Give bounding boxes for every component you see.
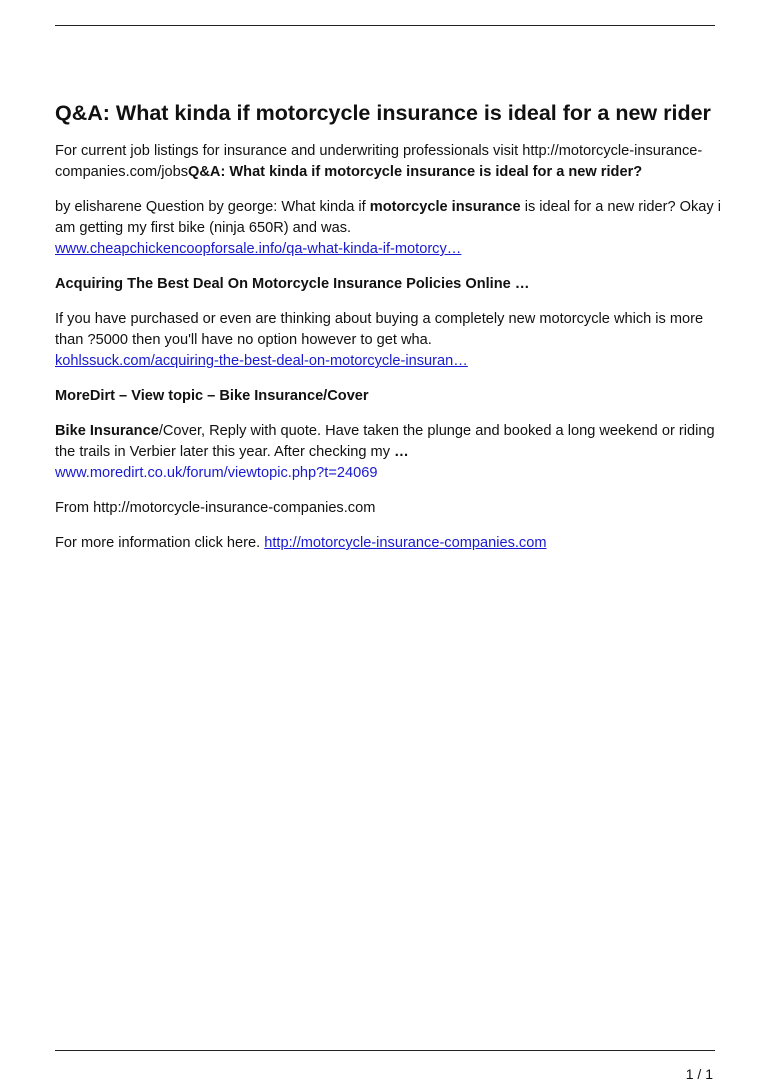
entry-2 xyxy=(55,309,725,372)
entry-3-link[interactable]: www.moredirt.co.uk/forum/viewtopic.php?t=24069 xyxy=(55,465,378,481)
entry-1-link[interactable]: www.cheapchickencoopforsale.info/qa-what-kinda-if-motorcy… xyxy=(55,241,462,257)
entry-3-text: /Cover, Reply with quote. Have taken the plunge and booked a long weekend or riding the trails in Verbier later this year. After checking my xyxy=(55,423,715,460)
entry-3-ellipsis: … xyxy=(394,444,409,460)
intro-paragraph xyxy=(55,141,725,183)
entry-2-heading-text: Acquiring The Best Deal On Motorcycle Insurance Policies Online … xyxy=(55,276,530,292)
footer-rule xyxy=(55,1050,715,1051)
document-body xyxy=(55,98,725,568)
entry-1-bold: motorcycle insurance xyxy=(369,199,521,215)
intro-bold: Q&A: What kinda if motorcycle insurance is ideal for a new rider? xyxy=(188,164,643,180)
entry-3-bold: Bike Insurance xyxy=(55,423,159,439)
entry-1-text-end: is ideal for a new rider? Okay i am getting my first bike (ninja 650R) and was. xyxy=(55,199,721,236)
entry-3 xyxy=(55,421,725,484)
entry-1-text: by elisharene Question by george: What kinda if xyxy=(55,199,370,215)
entry-2-link[interactable]: kohlssuck.com/acquiring-the-best-deal-on-motorcycle-insuran… xyxy=(55,353,468,369)
header-rule xyxy=(55,25,715,26)
entry-1 xyxy=(55,197,725,260)
from-line: From http://motorcycle-insurance-companies.com xyxy=(55,500,376,516)
entry-3-heading xyxy=(55,386,725,407)
document-title: Q&A: What kinda if motorcycle insurance is ideal for a new rider xyxy=(55,101,711,125)
intro-text: For current job listings for insurance and underwriting professionals visit http://motorcycle-insurance-companies.com/jobs xyxy=(55,143,703,180)
more-info-text: For more information click here. xyxy=(55,535,265,551)
page-number: 1 / 1 xyxy=(685,1066,713,1082)
entry-2-heading xyxy=(55,274,725,295)
more-info xyxy=(55,533,725,554)
more-info-link[interactable]: http://motorcycle-insurance-companies.com xyxy=(264,535,547,551)
entry-2-text: If you have purchased or even are thinking about buying a completely new motorcycle which is more than ?5000 then you'll have no option however to get wha. xyxy=(55,311,704,348)
entry-3-heading-text: MoreDirt – View topic – Bike Insurance/Cover xyxy=(55,388,369,404)
